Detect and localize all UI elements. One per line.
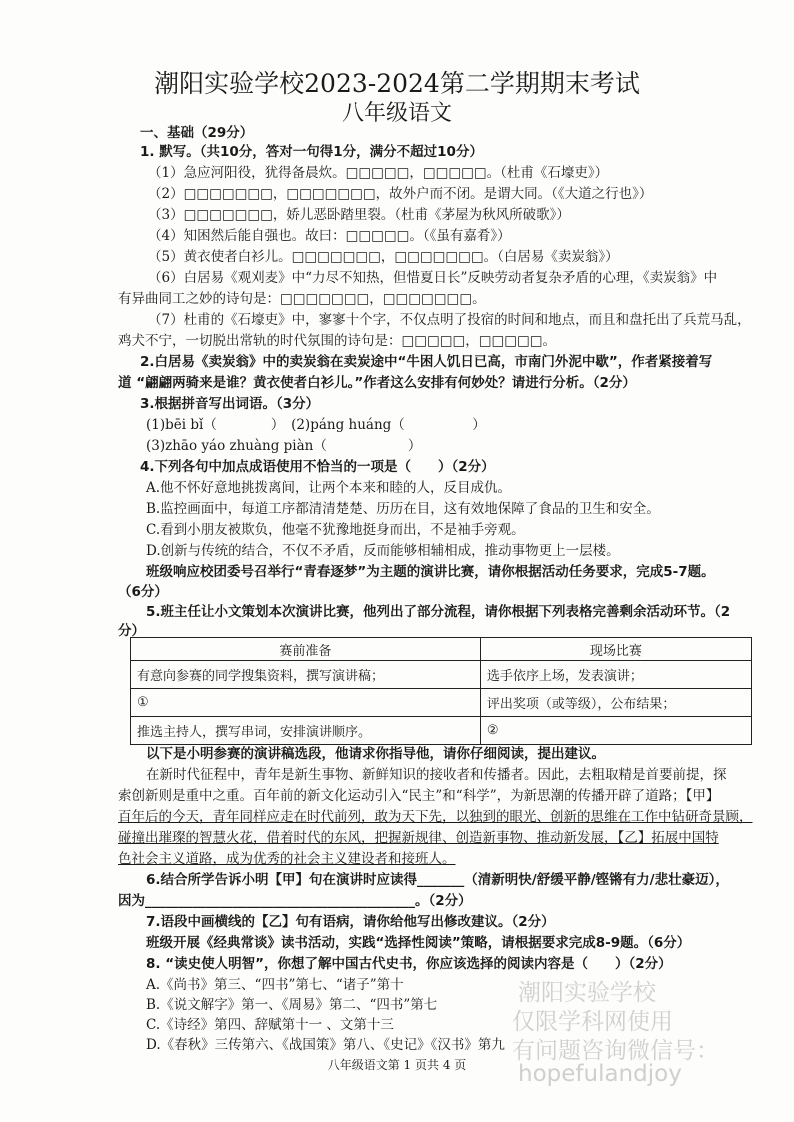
- table-header: 赛前准备: [131, 638, 481, 661]
- question-6-cont: 因为________________________________________。（2分）: [118, 893, 472, 909]
- question-5-cont: 分）: [118, 623, 145, 639]
- question-1-7: （7）杜甫的《石壕吏》中，寥寥十个字，不仅点明了投宿的时间和地点，而且和盘托出了兵荒马乱，: [148, 312, 751, 328]
- question-6: 6.结合所学告诉小明【甲】句在演讲时应读得_______（清新明快/舒缓平静/铿锵有力/悲壮豪迈），: [146, 872, 729, 888]
- question-4: 4.下列各句中加点成语使用不恰当的一项是（ ）（2分）: [140, 459, 495, 475]
- exam-subtitle: 八年级语文: [341, 101, 452, 126]
- question-3: 3.根据拼音写出词语。（3分）: [140, 396, 320, 412]
- question-1-1: （1）急应河阳役，犹得备晨炊。□□□□□，□□□□□。（杜甫《石壕吏》）: [148, 165, 609, 181]
- question-3-3: (3)zhāo yáo zhuàng piàn（ ）: [146, 438, 422, 454]
- table-cell: 选手依序上场，发表演讲；: [480, 661, 751, 689]
- table-cell: ①: [131, 689, 481, 717]
- question-2: 2.白居易《卖炭翁》中的卖炭翁在卖炭途中“牛困人饥日已高，市南门外泥中歇”，作者紧接着写: [140, 354, 713, 370]
- exam-title: 潮阳实验学校2023-2024第二学期期末考试: [154, 69, 640, 98]
- question-5: 5.班主任让小文策划本次演讲比赛，他列出了部分流程，请你根据下列表格完善剩余活动环节。（2: [146, 604, 731, 620]
- question-2-cont: 道 “翩翩两骑来是谁？黄衣使者白衫儿。”作者这么安排有何妙处？请进行分析。（2分）: [118, 375, 636, 391]
- activity-intro-cont: （6分）: [118, 584, 168, 600]
- option-4d: D.创新与传统的结合，不仅不矛盾，反而能够相辅相成，推动事物更上一层楼。: [146, 543, 620, 559]
- table-cell: 推选主持人，撰写串词，安排演讲顺序。: [131, 717, 481, 745]
- question-1-4: （4）知困然后能自强也。故曰：□□□□□。（《虽有嘉肴》）: [148, 228, 511, 244]
- option-8d: D.《春秋》三传第六、《战国策》第八、《史记》《汉书》第九: [146, 1037, 505, 1053]
- question-1-7-cont: 鸡犬不宁，一切脱出常轨的时代氛围的诗句是：□□□□□，□□□□□。: [118, 333, 557, 349]
- table-header: 现场比赛: [480, 638, 751, 661]
- question-7: 7.语段中画横线的【乙】句有语病，请你给他写出修改建议。（2分）: [146, 914, 555, 930]
- watermark-line: hopefulandjoy: [518, 1061, 682, 1087]
- question-8: 8. “读史使人明智”，你想了解中国古代史书，你应该选择的阅读内容是（ ）（2分）: [146, 956, 672, 972]
- activity-intro: 班级响应校团委号召举行“青春逐梦”为主题的演讲比赛，请你根据活动任务要求，完成5-7题。: [146, 564, 715, 580]
- speech-paragraph: 索创新则是重中之重。百年前的新文化运动引入“民主”和“科学”，为新思潮的传播开辟了道路；【甲】: [118, 788, 720, 804]
- watermark-line: 潮阳实验学校: [518, 980, 656, 1006]
- table-cell: 评出奖项（或等级），公布结果；: [480, 689, 751, 717]
- option-8b: B.《说文解字》第一、《周易》第二、“四书”第七: [146, 997, 438, 1013]
- watermark-line: 仅限学科网使用: [512, 1009, 673, 1035]
- option-8c: C.《诗经》第四、辞赋第十一 、文第十三: [146, 1017, 394, 1033]
- question-1-6-cont: 有异曲同工之妙的诗句是：□□□□□□□，□□□□□□□。: [118, 291, 486, 307]
- option-4a: A.他不怀好意地挑拨离间，让两个本来和睦的人，反目成仇。: [146, 480, 512, 496]
- question-1-2: （2）□□□□□□□，□□□□□□□，故外户而不闭。是谓大同。（《大道之行也》）: [148, 186, 653, 202]
- speech-paragraph-underlined: 百年后的今天，青年同样应走在时代前列，敢为天下先，以独到的眼光、创新的思维在工作中钻研奇景顾，: [118, 809, 753, 825]
- question-3-1: (1)bēi bǐ（ ） (2)páng huáng（ ）: [146, 417, 486, 433]
- speech-paragraph: 在新时代征程中，青年是新生事物、新鲜知识的接收者和传播者。因此，去粗取精是首要前提，探: [146, 767, 727, 783]
- table-cell: ②: [480, 717, 751, 745]
- reading-activity: 班级开展《经典常谈》读书活动，实践“选择性阅读”策略，请根据要求完成8-9题。（6分）: [146, 935, 691, 951]
- option-4c: C.看到小朋友被欺负，他毫不犹豫地挺身而出，不是袖手旁观。: [146, 522, 525, 538]
- speech-paragraph-underlined: 色社会主义道路，成为优秀的社会主义建设者和接班人。: [118, 851, 456, 867]
- section-heading: 一、基础（29分）: [140, 125, 254, 141]
- option-4b: B.监控画面中，每道工序都清清楚楚、历历在目，这有效地保障了食品的卫生和安全。: [146, 501, 660, 517]
- question-1: 1. 默写。（共10分，答对一句得1分，满分不超过10分）: [140, 144, 483, 160]
- option-8a: A.《尚书》第三、“四书”第七、“诸子”第十: [146, 977, 404, 993]
- question-1-3: （3）□□□□□□□，娇儿恶卧踏里裂。（杜甫《茅屋为秋风所破歌》）: [148, 207, 570, 223]
- speech-paragraph-underlined: 碰撞出璀璨的智慧火花，借着时代的东风，把握新规律、创造新事物、推动新发展，【乙】拓展中国特: [118, 830, 719, 846]
- activity-table: [130, 637, 752, 745]
- speech-intro: 以下是小明参赛的演讲稿选段，他请求你指导他，请你仔细阅读，提出建议。: [146, 746, 605, 762]
- table-cell: 有意向参赛的同学搜集资料，撰写演讲稿；: [131, 661, 481, 689]
- page-footer: 八年级语文第 1 页共 4 页: [327, 1058, 467, 1072]
- watermark-line: 有问题咨询微信号：: [512, 1038, 719, 1064]
- question-1-6: （6）白居易《观刈麦》中“力尽不知热，但惜夏日长”反映劳动者复杂矛盾的心理，《卖炭翁》中: [148, 270, 718, 286]
- question-1-5: （5）黄衣使者白衫儿。□□□□□□□，□□□□□□□。（白居易《卖炭翁》）: [148, 249, 619, 265]
